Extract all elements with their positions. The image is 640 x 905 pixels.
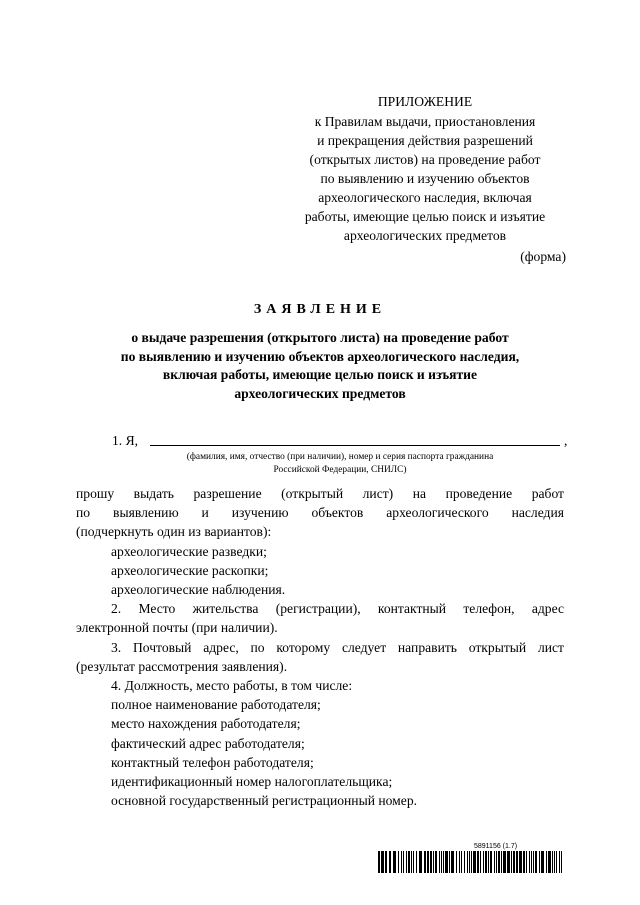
- item3-line: (результат рассмотрения заявления).: [76, 658, 288, 674]
- item4-list-item: контактный телефон работодателя;: [111, 754, 314, 770]
- appendix-line: и прекращения действия разрешений: [317, 133, 533, 148]
- work-option[interactable]: археологические раскопки;: [111, 562, 269, 578]
- item4-list-item: фактический адрес работодателя;: [111, 735, 305, 751]
- appendix-line: археологического наследия, включая: [318, 190, 532, 205]
- document-subtitle: [60, 329, 580, 403]
- item4-list-item: основной государственный регистрационный номер.: [111, 793, 418, 809]
- request-line: прошу выдать разрешение (открытый лист) на проведение работ: [76, 486, 564, 501]
- hint-line: Российской Федерации, СНИЛС): [273, 465, 407, 475]
- item2-line: 2. Место жительства (регистрации), контактный телефон, адрес: [111, 601, 564, 617]
- appendix-header: [280, 92, 570, 245]
- work-option[interactable]: археологические наблюдения.: [111, 582, 286, 598]
- item4-title: 4. Должность, место работы, в том числе:: [111, 678, 353, 694]
- appendix-line: работы, имеющие целью поиск и изъятие: [304, 209, 546, 224]
- item4-list-item: идентификационный номер налогоплательщика;: [111, 774, 393, 790]
- appendix-title: ПРИЛОЖЕНИЕ: [377, 94, 473, 109]
- form-label: (форма): [520, 249, 566, 264]
- applicant-hint: [140, 451, 540, 477]
- applicant-comma: ,: [564, 433, 568, 448]
- applicant-name-blank[interactable]: [150, 445, 560, 446]
- appendix-line: (открытых листов) на проведение работ: [309, 152, 541, 167]
- request-line: по выявлению и изучению объектов археологического наследия: [76, 505, 564, 521]
- hint-line: (фамилия, имя, отчество (при наличии), номер и серия паспорта гражданина: [186, 452, 494, 462]
- appendix-line: по выявлению и изучению объектов: [320, 171, 530, 186]
- item3-line: 3. Почтовый адрес, по которому следует направить открытый лист: [111, 639, 564, 655]
- subtitle-line: о выдаче разрешения (открытого листа) на проведение работ: [131, 330, 509, 345]
- subtitle-line: включая работы, имеющие целью поиск и изъятие: [162, 367, 478, 383]
- applicant-label: 1. Я,: [112, 433, 139, 448]
- item4-list-item: полное наименование работодателя;: [111, 697, 321, 713]
- item2-line: электронной почты (при наличии).: [76, 620, 278, 636]
- applicant-name-row: [112, 431, 572, 453]
- subtitle-line: археологических предметов: [234, 385, 406, 401]
- appendix-line: археологических предметов: [343, 228, 507, 243]
- subtitle-line: по выявлению и изучению объектов археологического наследия,: [120, 348, 520, 364]
- document-title: ЗАЯВЛЕНИЕ: [253, 302, 387, 317]
- item4-list-item: место нахождения работодателя;: [111, 716, 301, 732]
- request-line: (подчеркнуть один из вариантов):: [76, 524, 272, 540]
- document-body: [76, 484, 564, 810]
- barcode-icon: [378, 851, 564, 873]
- work-option[interactable]: археологические разведки;: [111, 543, 267, 559]
- barcode-number: 5891156 (1.7): [474, 843, 518, 850]
- appendix-line: к Правилам выдачи, приостановления: [314, 114, 536, 129]
